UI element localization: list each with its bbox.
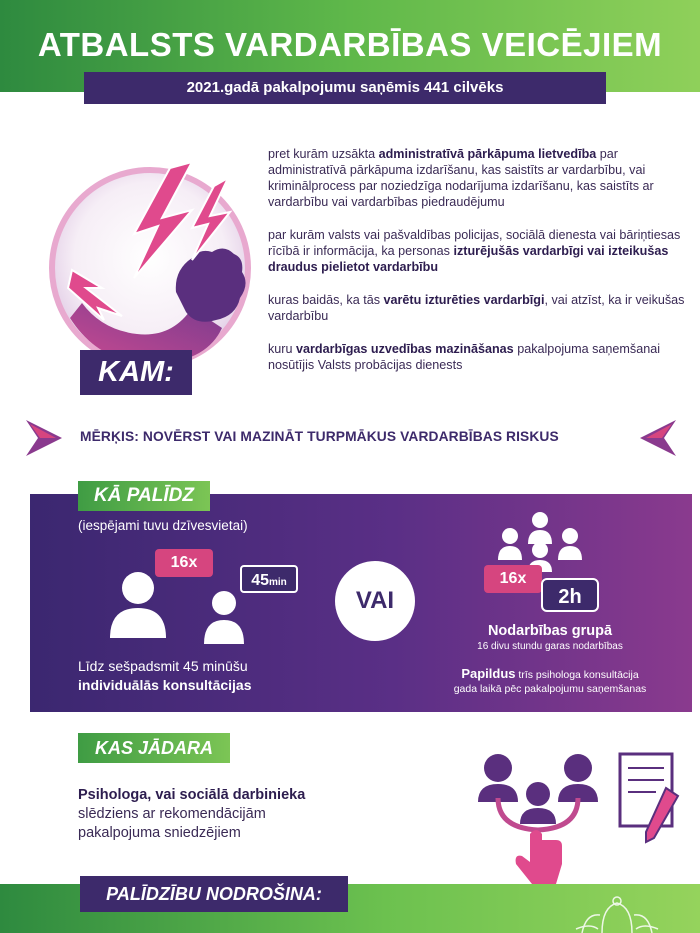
kam-item-4-bold: vardarbīgas uzvedības mazināšanas (296, 342, 514, 356)
page-title: ATBALSTS VARDARBĪBAS VEICĒJIEM (37, 26, 663, 63)
duration-value: 45 (251, 572, 269, 589)
kam-description (268, 146, 688, 390)
kam-label: KAM: (80, 350, 192, 395)
provider-label: PALĪDZĪBU NODROŠINA: (80, 876, 348, 912)
kam-item-4-post: pakalpojuma saņemšanai nosūtījis Valsts probācijas dienests (268, 342, 661, 372)
group-subtitle: 16 divu stundu garas nodarbības (477, 641, 623, 652)
kam-item-1-pre: pret kurām uzsākta (268, 147, 379, 161)
person-small-icon (203, 590, 245, 644)
how-label: KĀ PALĪDZ (78, 481, 210, 511)
kam-item-3-pre: kuras baidās, ka tās (268, 293, 384, 307)
group-people-icon (490, 510, 590, 572)
todo-line2: slēdziens ar rekomendācijām (78, 806, 266, 822)
kam-item-4-pre: kuru (268, 342, 296, 356)
group-extra-line2: gada laikā pēc pakalpojumu saņemšanas (453, 683, 647, 695)
or-circle: VAI (335, 561, 415, 641)
goal-text: MĒRĶIS: NOVĒRST VAI MAZINĀT TURPMĀKUS VARDARBĪBAS RISKUS (80, 429, 559, 444)
kam-item-2-bold: izturējušās vardarbīgi vai izteikušas draudus pielietot vardarbību (268, 244, 669, 274)
person-large-icon (108, 570, 168, 638)
todo-line3: pakalpojuma sniedzējiem (78, 825, 241, 841)
kam-item-4 (268, 341, 688, 373)
goal-row (0, 420, 700, 456)
subtitle-bar: 2021.gadā pakalpojumu saņēmis 441 cilvēks (84, 72, 606, 104)
arrow-left-icon (640, 420, 676, 456)
individual-duration-badge (240, 565, 298, 593)
kam-item-3-bold: varētu izturēties vardarbīgi (383, 293, 545, 307)
duration-unit: min (269, 577, 287, 588)
individual-line1: Līdz sešpadsmit 45 minūšu (78, 658, 248, 674)
group-extra-bold: Papildus (461, 666, 516, 681)
kam-item-1-bold: administratīvā pārkāpuma lietvedība (378, 147, 597, 161)
individual-line2: individuālās konsultācijas (78, 677, 252, 693)
kam-item-3-post: , vai atzīst, ka ir veikušas vardarbību (268, 293, 685, 323)
todo-label: KAS JĀDARA (78, 733, 230, 763)
arrow-right-icon (26, 420, 62, 456)
group-extra (432, 667, 668, 696)
group-title: Nodarbības grupā (487, 623, 613, 639)
kam-item-1-post: par administratīvā pārkāpuma izdarīšanu, kas saistīts ar vardarbību, vai kriminālprocess par noziedzīga nodarījuma izdarīšanu, kas saistīts ar vardarbību vai vardarbības piedraudējumu (268, 147, 654, 209)
kam-item-3 (268, 292, 688, 324)
individual-count-badge: 16x (155, 549, 213, 577)
team-document-icon (470, 738, 690, 888)
kam-item-2 (268, 227, 688, 275)
how-note: (iespējami tuvu dzīvesvietai) (78, 518, 248, 533)
group-count-badge: 16x (484, 565, 542, 593)
individual-description (78, 657, 252, 695)
kam-item-1 (268, 146, 688, 210)
group-duration-badge: 2h (541, 578, 599, 612)
todo-description (78, 786, 305, 843)
coat-of-arms-icon (572, 893, 662, 933)
group-extra-rest: trīs psihologa konsultācija (515, 669, 639, 681)
todo-bold: Psihologa, vai sociālā darbinieka (78, 787, 306, 803)
kam-item-2-pre: par kurām valsts vai pašvaldības policijas, sociālā dienesta vai bāriņtiesas rīcībā ir informācija, ka personas (268, 228, 681, 258)
